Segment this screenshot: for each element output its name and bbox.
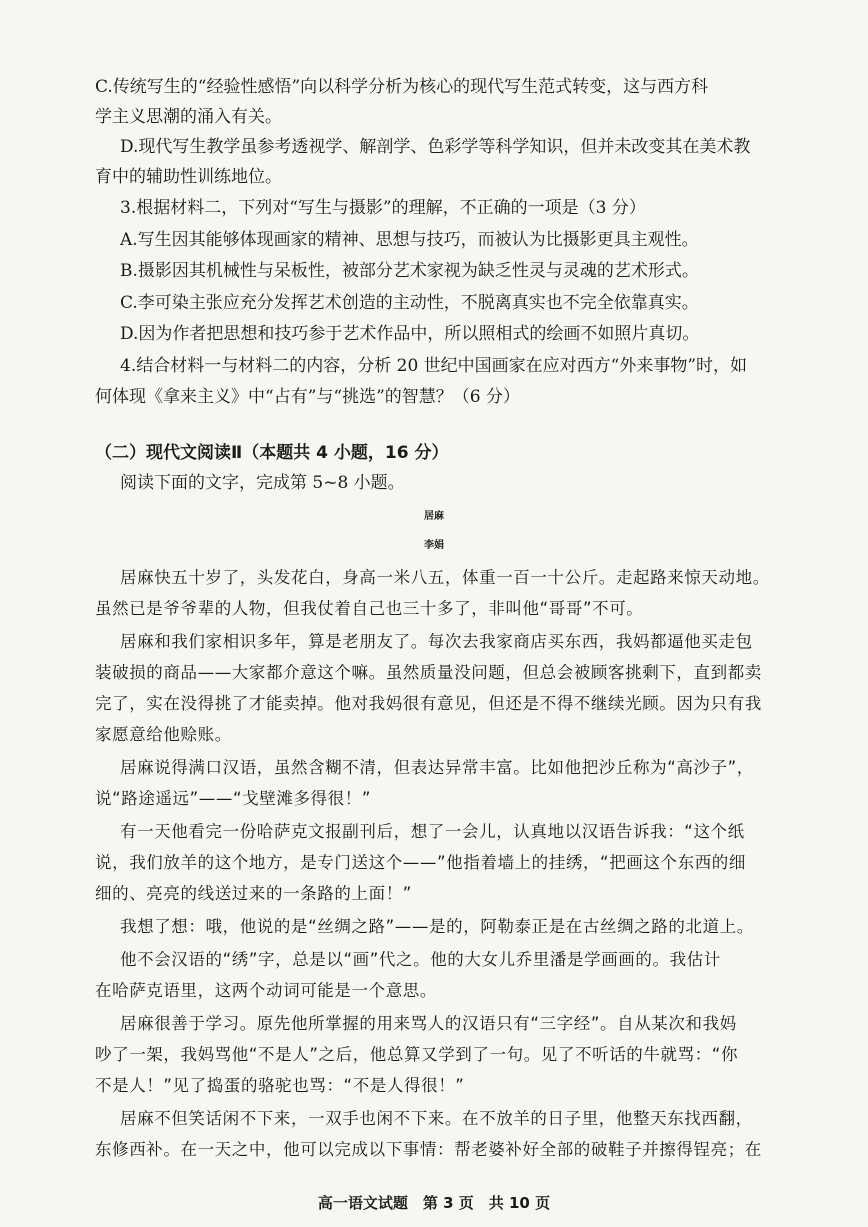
article-line: 细的、亮亮的线送过来的一条路的上面！” xyxy=(95,884,412,903)
article-line: 在哈萨克语里，这两个动词可能是一个意思。 xyxy=(95,981,437,1000)
article-line: 居麻和我们家相识多年，算是老朋友了。每次去我家商店买东西，我妈都逼他买走包 xyxy=(120,632,753,651)
question-3-option-a: A.写生因其能够体现画家的精神、思想与技巧，而被认为比摄影更具主观性。 xyxy=(120,230,699,250)
article-line: 说“路途遥远”——“戈壁滩多得很！” xyxy=(95,789,371,808)
article-line: 家愿意给他赊账。 xyxy=(95,725,232,744)
option-c-line-2: 学主义思潮的涌入有关。 xyxy=(95,107,282,127)
article-line: 居麻快五十岁了，头发花白，身高一米八五，体重一百一十公斤。走起路来惊天动地。 xyxy=(120,568,770,587)
article-line: 不是人！”见了捣蛋的骆驼也骂：“不是人得很！” xyxy=(95,1076,465,1095)
section-heading: （二）现代文阅读Ⅱ（本题共 4 小题，16 分） xyxy=(95,443,449,463)
article-line: 居麻很善于学习。原先他所掌握的用来骂人的汉语只有“三字经”。自从某次和我妈 xyxy=(120,1014,737,1033)
question-3: 3.根据材料二，下列对“写生与摄影”的理解，不正确的一项是（3 分） xyxy=(120,198,646,218)
article-line: 他不会汉语的“绣”字，总是以“画”代之。他的大女儿乔里潘是学画画的。我估计 xyxy=(120,950,721,969)
question-4-line-2: 何体现《拿来主义》中“占有”与“挑选”的智慧？（6 分） xyxy=(95,387,520,407)
question-4-line-1: 4.结合材料一与材料二的内容，分析 20 世纪中国画家在应对西方“外来事物”时，如 xyxy=(120,356,748,376)
article-line: 完了，实在没得挑了才能卖掉。他对我妈很有意见，但还是不得不继续光顾。因为只有我 xyxy=(95,694,762,713)
article-line: 装破损的商品——大家都介意这个嘛。虽然质量没问题，但总会被顾客挑剩下，直到都卖 xyxy=(95,663,762,682)
article-line: 说，我们放羊的这个地方，是专门送这个——”他指着墙上的挂绣，“把画这个东西的细 xyxy=(95,853,746,872)
option-d-line-2: 育中的辅助性训练地位。 xyxy=(95,167,282,187)
article-line: 居麻说得满口汉语，虽然含糊不清，但表达异常丰富。比如他把沙丘称为“高沙子”， xyxy=(120,758,754,777)
article-line: 吵了一架，我妈骂他“不是人”之后，他总算又学到了一句。见了不听话的牛就骂：“你 xyxy=(95,1045,739,1064)
option-c-line-1: C.传统写生的“经验性感悟”向以科学分析为核心的现代写生范式转变，这与西方科 xyxy=(95,77,709,97)
question-3-option-c: C.李可染主张应充分发挥艺术创造的主动性，不脱离真实也不完全依靠真实。 xyxy=(120,293,699,313)
page-footer: 高一语文试题 第 3 页 共 10 页 xyxy=(317,1194,551,1212)
article-title: 居麻 xyxy=(424,511,444,522)
section-instruction: 阅读下面的文字，完成第 5~8 小题。 xyxy=(120,473,405,493)
article-author: 李娟 xyxy=(424,540,444,551)
article-line: 有一天他看完一份哈萨克文报副刊后，想了一会儿，认真地以汉语告诉我：“这个纸 xyxy=(120,822,745,841)
article-line: 东修西补。在一天之中，他可以完成以下事情：帮老婆补好全部的破鞋子并擦得锃亮；在 xyxy=(95,1140,762,1159)
option-d-line-1: D.现代写生教学虽参考透视学、解剖学、色彩学等科学知识，但并未改变其在美术教 xyxy=(120,137,751,157)
article-line: 虽然已是爷爷辈的人物，但我仗着自己也三十多了，非叫他“哥哥”不可。 xyxy=(95,599,644,618)
article-line: 我想了想：哦，他说的是“丝绸之路”——是的，阿勒泰正是在古丝绸之路的北道上。 xyxy=(120,917,754,936)
question-3-option-b: B.摄影因其机械性与呆板性，被部分艺术家视为缺乏性灵与灵魂的艺术形式。 xyxy=(120,261,699,281)
article-line: 居麻不但笑话闲不下来，一双手也闲不下来。在不放羊的日子里，他整天东找西翻， xyxy=(120,1109,753,1128)
question-3-option-d: D.因为作者把思想和技巧参于艺术作品中，所以照相式的绘画不如照片真切。 xyxy=(120,324,700,344)
